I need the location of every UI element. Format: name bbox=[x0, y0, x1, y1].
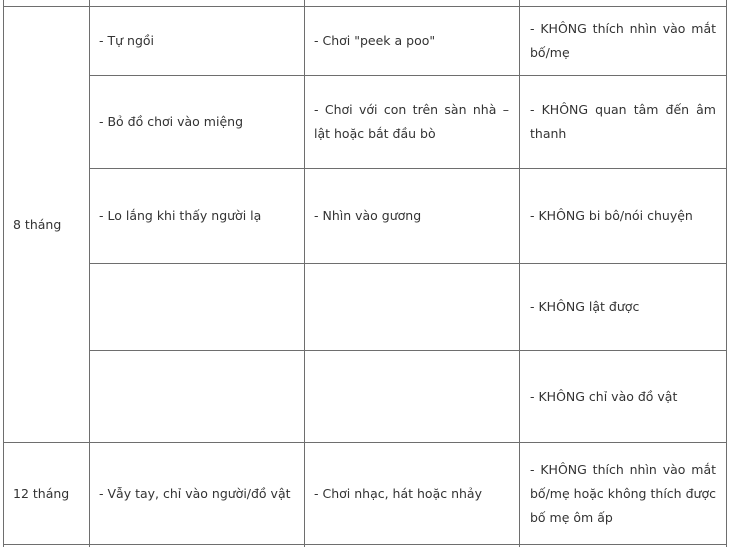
cell-text: - Bỏ đồ chơi vào miệng bbox=[99, 114, 244, 129]
table-cell bbox=[520, 7, 726, 75]
table-cell bbox=[305, 264, 519, 350]
cell-text: - Lo lắng khi thấy người lạ bbox=[99, 208, 262, 223]
table-cell bbox=[90, 169, 304, 263]
table-cell bbox=[305, 76, 519, 168]
age-label: 8 tháng bbox=[13, 216, 62, 232]
table-border-right bbox=[726, 0, 727, 547]
cell-text: - Chơi nhạc, hát hoặc nhảy bbox=[314, 485, 482, 501]
warning-text: - KHÔNG chỉ vào đồ vật bbox=[530, 388, 678, 404]
cell-text: - Nhìn vào gương bbox=[314, 208, 422, 223]
warning-text: - KHÔNG lật được bbox=[530, 299, 640, 314]
table-cell bbox=[520, 351, 726, 442]
table-cell bbox=[90, 7, 304, 75]
cell-text: - Chơi "peek a poo" bbox=[314, 33, 436, 48]
age-cell bbox=[4, 7, 89, 442]
table-cell bbox=[520, 169, 726, 263]
warning-text: - KHÔNG thích nhìn vào mắt bố/mẹ bbox=[530, 21, 716, 60]
warning-text: - KHÔNG quan tâm đến âm thanh bbox=[530, 102, 716, 141]
cell-text: - Chơi với con trên sàn nhà – lật hoặc bắt đầu bò bbox=[314, 102, 509, 141]
age-cell bbox=[4, 443, 89, 544]
warning-text: - KHÔNG thích nhìn vào mắt bố/mẹ hoặc không thích được bố mẹ ôm ấp bbox=[530, 461, 716, 525]
table-cell bbox=[520, 264, 726, 350]
table-cell bbox=[520, 76, 726, 168]
cell-text: - Tự ngồi bbox=[99, 33, 154, 48]
table-cell bbox=[305, 351, 519, 442]
table-cell bbox=[305, 443, 519, 544]
table-cell bbox=[520, 443, 726, 544]
warning-text: - KHÔNG bi bô/nói chuyện bbox=[530, 208, 693, 223]
table-cell bbox=[90, 443, 304, 544]
cell-text: - Vẫy tay, chỉ vào người/đồ vật bbox=[99, 485, 291, 501]
row-divider bbox=[3, 544, 727, 545]
table-cell bbox=[90, 264, 304, 350]
table-cell bbox=[90, 76, 304, 168]
age-label: 12 tháng bbox=[13, 485, 70, 501]
table-cell bbox=[305, 169, 519, 263]
table-cell bbox=[305, 7, 519, 75]
table-cell bbox=[90, 351, 304, 442]
